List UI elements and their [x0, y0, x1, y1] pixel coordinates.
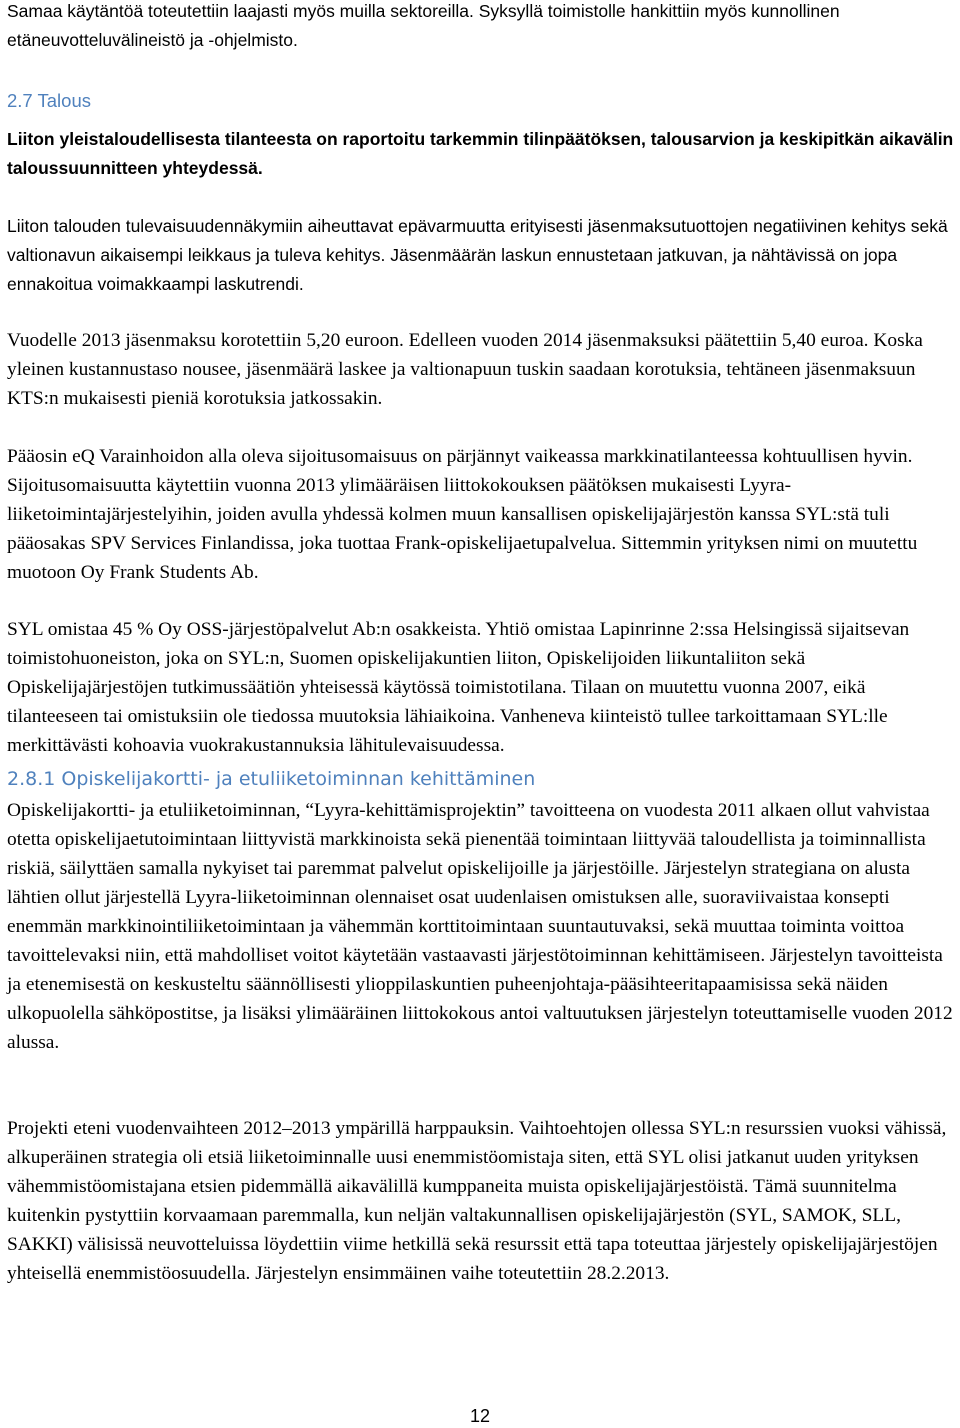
membership-fee-paragraph: Vuodelle 2013 jäsenmaksu korotettiin 5,20 euroon. Edelleen vuoden 2014 jäsenmaksuksi päätettiin 5,40 euroa. Koska yleinen kustannustaso nousee, jäsenmäärä laskee ja valtionapuun tuskin saadaan korotuksia, tehtäneen jäsenmaksuun KTS:n mukaisesti pieniä korotuksia jatkossakin. — [7, 330, 923, 409]
oss-paragraph: SYL omistaa 45 % Oy OSS-järjestöpalvelut Ab:n osakkeista. Yhtiö omistaa Lapinrinne 2:ssa Helsingissä sijaitsevan toimistohuoneiston, joka on SYL:n, Suomen opiskelijakuntien liiton, Opiskelijoiden liikuntaliiton sekä Opiskelijajärjestöjen tutkimussäätiön yhteisessä käytössä toimistotilana. Tilaan on muutettu vuonna 2007, eikä tilanteeseen tai omistuksiin ole tiedossa muutoksia lähiaikoina. Vanheneva kiinteistö tullee tarkoittamaan SYL:lle merkittävästi kohoavia vuokrakustannuksia lähitulevaisuudessa. — [7, 619, 910, 756]
talous-outlook-paragraph: Liiton talouden tulevaisuudennäkymiin aiheuttavat epävarmuutta erityisesti jäsenmaksutuottojen negatiivinen kehitys sekä valtionavun aikaisempi leikkaus ja tuleva kehitys. Jäsenmäärän laskun ennustetaan jatkuvan, ja nähtävissä on jopa ennakoitua voimakkaampi laskutrendi. — [7, 216, 948, 294]
investments-paragraph: Pääosin eQ Varainhoidon alla oleva sijoitusomaisuus on pärjännyt vaikeassa markkinatilanteessa kohtuullisen hyvin. Sijoitusomaisuutta käytettiin vuonna 2013 ylimääräisen liittokokouksen päätöksen mukaisesti Lyyra-liiketoimintajärjestelyihin, joiden avulla yhdessä kolmen muun kansallisen opiskelijajärjestön kanssa SYL:stä tuli pääosakas SPV Services Finlandissa, joka tuottaa Frank-opiskelijaetupalvelua. Sittemmin yrityksen nimi on muutettu muotoon Oy Frank Students Ab. — [7, 446, 918, 583]
section-heading-talous: 2.7 Talous — [7, 90, 91, 111]
section-heading-opiskelijakortti: 2.8.1 Opiskelijakortti- ja etuliiketoiminnan kehittäminen — [7, 768, 536, 790]
card-business-paragraph: Opiskelijakortti- ja etuliiketoiminnan, “Lyyra-kehittämisprojektin” tavoitteena on vuodesta 2011 alkaen ollut vahvistaa otetta opiskelijaetutoimintaan liittyvistä markkinoista sekä pienentää toimintaan liittyvää taloudellista ja toiminnallista riskiä, säilyttäen samalla nykyiset tai paremmat palvelut opiskelijoille ja järjestöille. Järjestelyn strategiana on alusta lähtien ollut järjestellä Lyyra-liiketoiminnan olennaiset osat uudenlaisen omistuksen alle, suoraviivaistaa konsepti enemmän markkinointiliiketoimintaan ja vähemmän korttitoimintaan suuntautuvaksi, sekä muuttaa toiminta voittoa tavoittelevaksi niin, että mahdolliset voitot käytetään vastaavasti järjestötoiminnan kehittämiseen. Järjestelyn tavoitteista ja etenemisestä on keskusteltu säännöllisesti ylioppilaskuntien puheenjohtaja-pääsihteeritapaamisissa sekä näiden ulkopuolella sähköpostitse, ja lisäksi ylimääräinen liittokokous antoi valtuutuksen järjestelyn toteuttamiselle vuoden 2012 alussa. — [7, 800, 953, 1053]
talous-lead-paragraph: Liiton yleistaloudellisesta tilanteesta on raportoitu tarkemmin tilinpäätöksen, talousarvion ja keskipitkän aikavälin taloussuunnitteen yhteydessä. — [7, 129, 954, 178]
intro-paragraph: Samaa käytäntöä toteutettiin laajasti myös muilla sektoreilla. Syksyllä toimistolle hankittiin myös kunnollinen etäneuvotteluvälineistö ja -ohjelmisto. — [7, 1, 840, 50]
page-number: 12 — [469, 1406, 491, 1426]
project-paragraph: Projekti eteni vuodenvaihteen 2012–2013 ympärillä harppauksin. Vaihtoehtojen ollessa SYL:n resurssien vuoksi vähissä, alkuperäinen strategia oli etsiä liiketoiminnalle uusi enemmistöomistaja siten, että SYL olisi jatkanut uuden yrityksen vähemmistöomistajana etsien pidemmällä aikavälillä kumppaneita muista opiskelijajärjestöistä. Tämä suunnitelma kuitenkin pystyttiin korvaamaan paremmalla, kun neljän valtakunnallisen opiskelijajärjestön (SYL, SAMOK, SLL, SAKKI) välisissä neuvotteluissa löydettiin viime hetkillä sekä resurssit että tapa toteuttaa järjestely opiskelijajärjestöjen yhteisellä enemmistöosuudella. Järjestelyn ensimmäinen vaihe toteutettiin 28.2.2013. — [7, 1118, 947, 1284]
